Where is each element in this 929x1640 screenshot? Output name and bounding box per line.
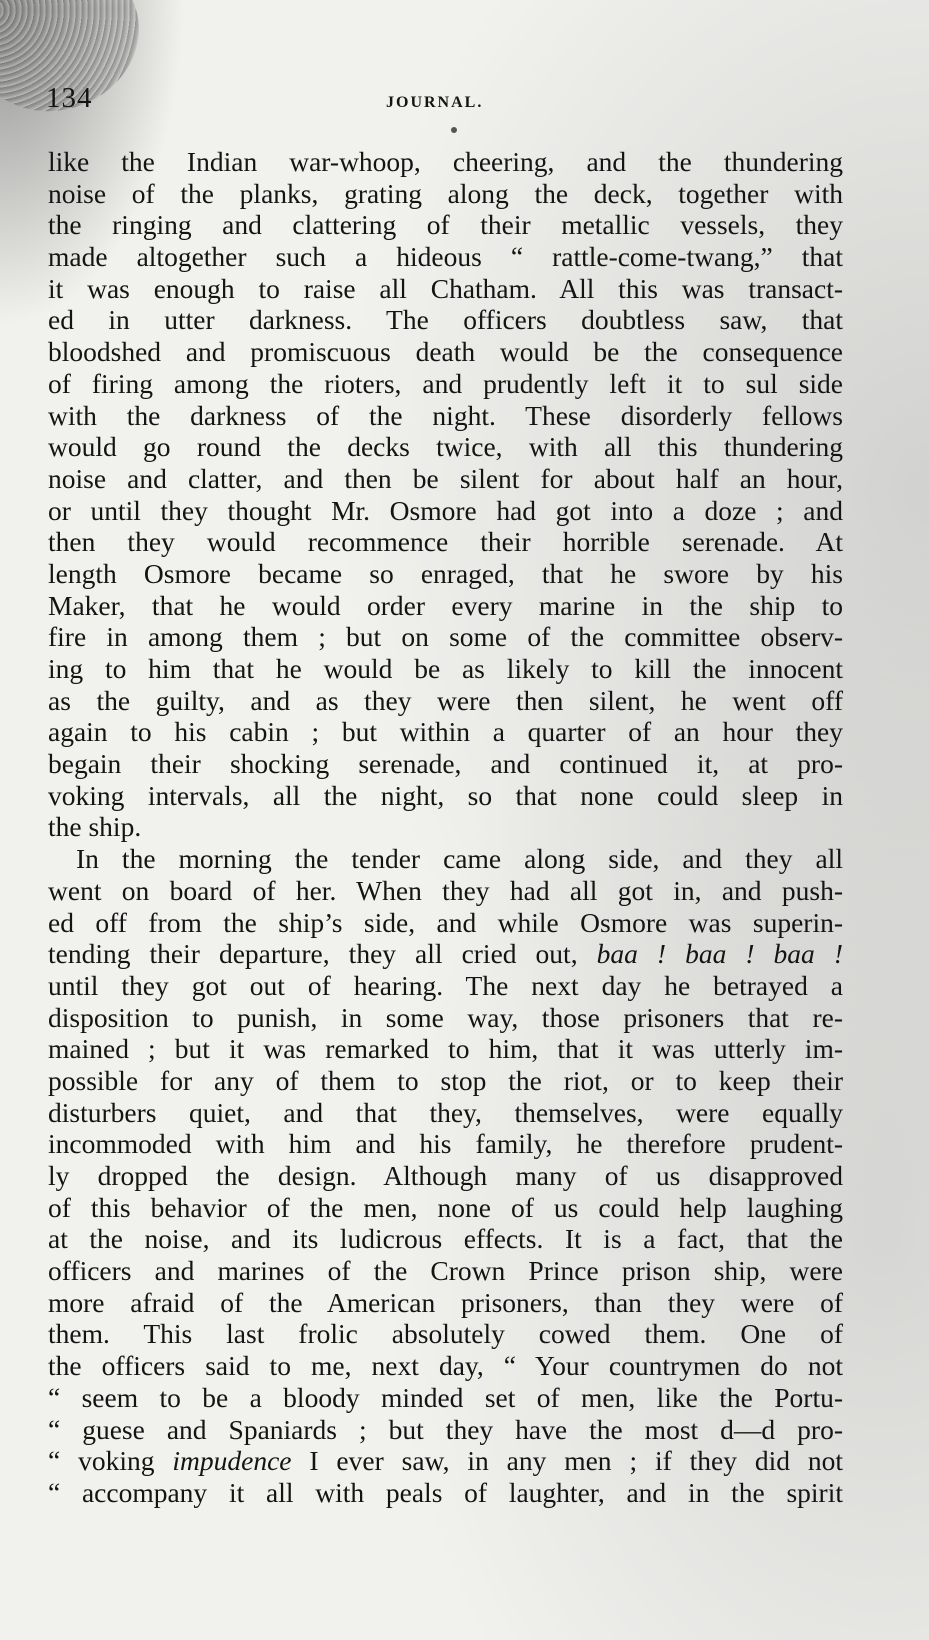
text-line: at the noise, and its ludicrous effects. It is a fact, that the: [48, 1223, 843, 1255]
text-run: “ voking: [48, 1445, 155, 1477]
text-line: noise and clatter, and then be silent for about half an hour,: [48, 462, 843, 494]
text-line: as the guilty, and as they were then silent, he went off: [48, 684, 843, 716]
text-line: “ accompany it all with peals of laughter, and in the spirit: [48, 1476, 843, 1508]
paragraph-1: [48, 146, 843, 843]
italic-text: impudence: [172, 1445, 292, 1477]
text-line: disturbers quiet, and that they, themselves, were equally: [48, 1096, 843, 1128]
text-line: then they would recommence their horrible serenade. At: [48, 526, 843, 558]
text-line: possible for any of them to stop the riot, or to keep their: [48, 1064, 843, 1096]
text-line: disposition to punish, in some way, those prisoners that re-: [48, 1001, 843, 1033]
paragraph-2: [48, 843, 843, 1508]
text-line: made altogether such a hideous “ rattle-come-twang,” that: [48, 241, 843, 273]
page-number: 134: [46, 82, 93, 114]
text-line: [48, 1445, 843, 1477]
text-line: until they got out of hearing. The next day he betrayed a: [48, 969, 843, 1001]
text-run: I ever saw, in any men ; if they did not: [309, 1445, 844, 1477]
text-line: noise of the planks, grating along the deck, together with: [48, 177, 843, 209]
text-line: “ guese and Spaniards ; but they have the most d—d pro-: [48, 1413, 843, 1445]
text-line: again to his cabin ; but within a quarter of an hour they: [48, 716, 843, 748]
text-line: begain their shocking serenade, and continued it, at pro-: [48, 748, 843, 780]
text-line: bloodshed and promiscuous death would be the consequence: [48, 336, 843, 368]
text-line: them. This last frolic absolutely cowed them. One of: [48, 1318, 843, 1350]
text-line: would go round the decks twice, with all this thundering: [48, 431, 843, 463]
running-title: JOURNAL.: [386, 94, 484, 111]
text-line: incommoded with him and his family, he therefore prudent-: [48, 1128, 843, 1160]
text-line: the ship.: [48, 811, 142, 843]
text-line: the ringing and clattering of their metallic vessels, they: [48, 209, 843, 241]
text-line: Maker, that he would order every marine in the ship to: [48, 589, 843, 621]
text-line: of this behavior of the men, none of us could help laughing: [48, 1191, 843, 1223]
text-line: the officers said to me, next day, “ Your countrymen do not: [48, 1350, 843, 1382]
text-line: like the Indian war-whoop, cheering, and the thundering: [48, 146, 843, 177]
text-line: went on board of her. When they had all got in, and push-: [48, 874, 843, 906]
text-line: or until they thought Mr. Osmore had got into a doze ; and: [48, 494, 843, 526]
running-head: [46, 82, 866, 122]
text-line: with the darkness of the night. These disorderly fellows: [48, 399, 843, 431]
text-line: In the morning the tender came along side, and they all: [76, 843, 843, 875]
text-line: ly dropped the design. Although many of us disapproved: [48, 1160, 843, 1191]
text-line: ed off from the ship’s side, and while Osmore was superin-: [48, 906, 843, 938]
text-line: officers and marines of the Crown Prince prison ship, were: [48, 1255, 843, 1287]
text-line: ing to him that he would be as likely to kill the innocent: [48, 653, 843, 684]
italic-text: baa ! baa ! baa !: [596, 938, 843, 970]
text-line: of firing among the rioters, and prudently left it to sul side: [48, 367, 843, 399]
text-run: tending their departure, they all cried out,: [48, 938, 578, 970]
text-line: voking intervals, all the night, so that none could sleep in: [48, 779, 843, 811]
text-line: it was enough to raise all Chatham. All this was transact-: [48, 272, 843, 304]
text-line: fire in among them ; but on some of the committee observ-: [48, 621, 843, 653]
text-line: mained ; but it was remarked to him, that it was utterly im-: [48, 1033, 843, 1065]
text-line: ed in utter darkness. The officers doubtless saw, that: [48, 304, 843, 336]
text-line: length Osmore became so enraged, that he swore by his: [48, 557, 843, 589]
text-line: more afraid of the American prisoners, than they were of: [48, 1286, 843, 1318]
ornament-dot: [451, 127, 457, 133]
text-line: [48, 938, 843, 970]
body-text: [48, 146, 843, 1509]
text-line: “ seem to be a bloody minded set of men, like the Portu-: [48, 1381, 843, 1413]
